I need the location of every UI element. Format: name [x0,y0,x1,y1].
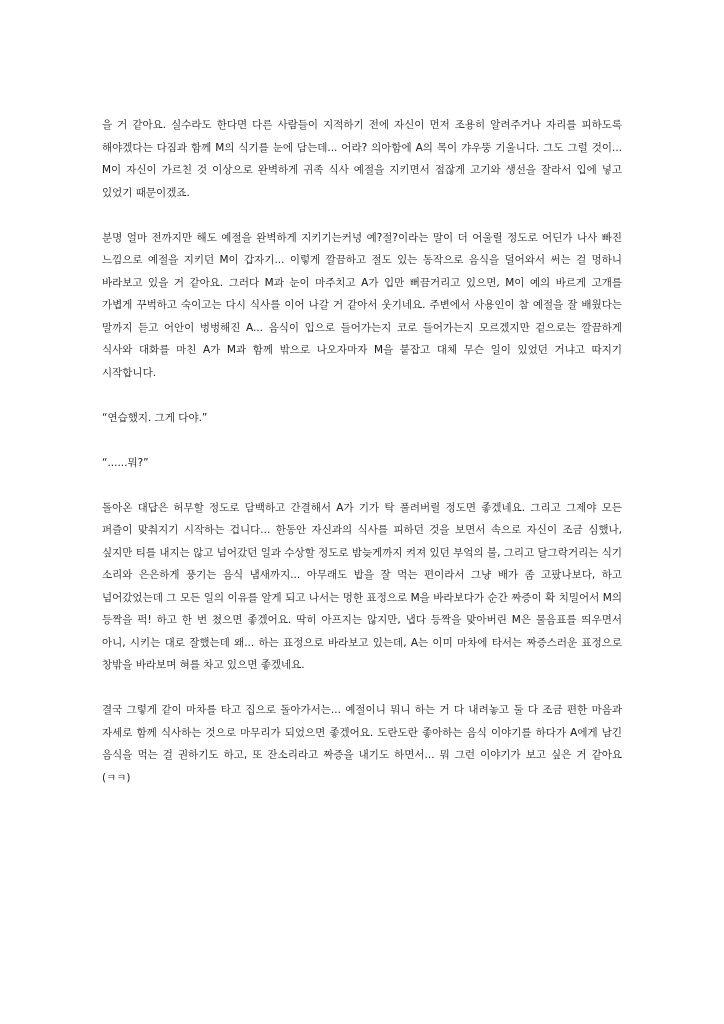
document-page [102,114,622,812]
paragraph-3: 돌아온 대답은 허무할 정도로 담백하고 간결해서 A가 기가 탁 풀려버릴 정도면 좋겠네요. 그리고 그제야 모든 퍼즐이 맞춰지기 시작하는 겁니다... 한동안 자신과의 식사를 피하던 것을 보면서 속으로 자신이 조금 심했나, 싶지만 티를 내지는 않고 넘어갔던 일과 수상할 정도로 밤늦게까지 켜져 있던 부엌의 불, 그리고 달그락거리는 식기 소리와 은은하게 풍기는 음식 냄새까지... 아무래도 밥을 잘 먹는 편이라서 그냥 배가 좀 고팠나보다, 하고 넘어갔었는데 그 모든 일의 이유를 알게 되고 나서는 멍한 표정으로 M을 바라보다가 순간 짜증이 확 치밀어서 M의 등짝을 퍽! 하고 한 번 쳤으면 좋겠어요. 딱히 아프지는 않지만, 냅다 등짝을 맞아버린 M은 물음표를 띄우면서 아니, 시키는 대로 잘했는데 왜... 하는 표정으로 바라보고 있는데, A는 이미 마차에 타서는 짜증스러운 표정으로 창밖을 바라보며 혀를 차고 있으면 좋겠네요. [102,501,622,671]
paragraph-1: 을 거 같아요. 실수라도 한다면 다른 사람들이 지적하기 전에 자신이 먼저 조용히 알려주거나 자리를 피하도록 해야겠다는 다짐과 함께 M의 식기를 눈에 담는데... 어라? 의아함에 A의 목이 갸우뚱 기울니다. 그도 그럴 것이... M이 자신이 가르친 것 이상으로 완벽하게 귀족 식사 예절을 지키면서 점잖게 고기와 생선을 잘라서 입에 넣고 있었기 때문이겠죠. [102,119,622,199]
paragraph-4: 결국 그렇게 같이 마차를 타고 집으로 돌아가서는... 예절이니 뭐니 하는 거 다 내려놓고 둘 다 조금 편한 마음과 자세로 함께 식사하는 것으로 마무리가 되었으면 좋겠어요. 도란도란 좋아하는 음식 이야기를 하다가 A에게 남긴 음식을 먹는 걸 권하기도 하고, 또 잔소리라고 짜증을 내기도 하면서... 뭐 그런 이야기가 보고 싶은 거 같아요(ㅋㅋ) [102,704,622,784]
paragraph-2: 분명 얼마 전까지만 해도 예절을 완벽하게 지키기는커녕 예?절?이라는 말이 더 어울릴 정도로 어딘가 나사 빠진 느낌으로 예절을 지키던 M이 갑자기... 이렇게 깔끔하고 절도 있는 동작으로 음식을 덜어와서 써는 걸 멍하니 바라보고 있을 거 같아요. 그러다 M과 눈이 마주치고 A가 입만 뻐끔거리고 있으면, M이 예의 바르게 고개를 가볍게 꾸벅하고 숙이고는 다시 식사를 이어 나갈 거 같아서 웃기네요. 주변에서 사용인이 참 예절을 잘 배웠다는 말까지 듣고 어안이 벙벙해진 A... 음식이 입으로 들어가는지 코로 들어가는지 모르겠지만 겉으로는 깔끔하게 식사와 대화를 마친 A가 M과 함께 밖으로 나오자마자 M을 붙잡고 대체 무슨 일이 있었던 거냐고 따지기 시작합니다. [102,231,622,379]
dialogue-line-1: “연습했지. 그게 다야.” [102,411,208,424]
dialogue-line-2: “......뭐?” [102,456,149,469]
